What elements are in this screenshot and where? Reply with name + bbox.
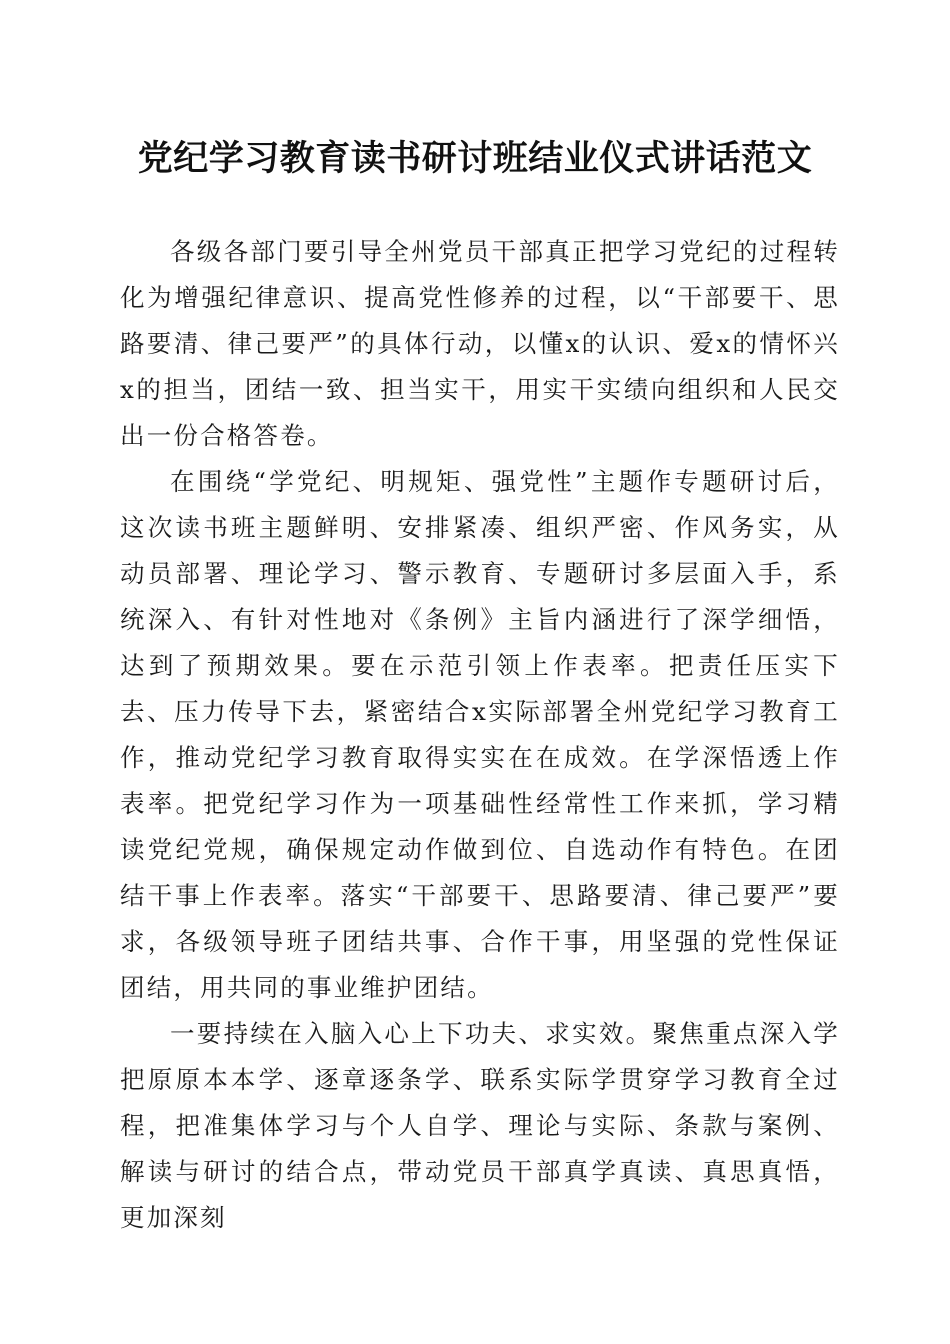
paragraph-3: 一要持续在入脑入心上下功夫、求实效。聚焦重点深入学把原原本本学、逐章逐条学、联系实际学贯穿学习教育全过程，把准集体学习与个人自学、理论与实际、条款与案例、解读与研讨的结合点，带动党员干部真学真读、真思真悟，更加深刻 bbox=[120, 1019, 840, 1232]
paragraph-2: 在围绕“学党纪、明规矩、强党性”主题作专题研讨后，这次读书班主题鲜明、安排紧凑、组织严密、作风务实，从动员部署、理论学习、警示教育、专题研讨多层面入手，系统深入、有针对性地对《条例》主旨内涵进行了深学细悟，达到了预期效果。要在示范引领上作表率。把责任压实下去、压力传导下去，紧密结合x实际部署全州党纪学习教育工作，推动党纪学习教育取得实实在在成效。在学深悟透上作表率。把党纪学习作为一项基础性经常性工作来抓，学习精读党纪党规，确保规定动作做到位、自选动作有特色。在团结干事上作表率。落实“干部要干、思路要清、律己要严”要求，各级领导班子团结共事、合作干事，用坚强的党性保证团结，用共同的事业维护团结。 bbox=[120, 467, 840, 1002]
paragraph-1: 各级各部门要引导全州党员干部真正把学习党纪的过程转化为增强纪律意识、提高党性修养的过程，以“干部要干、思路要清、律己要严”的具体行动，以懂x的认识、爱x的情怀兴x的担当，团结一致、担当实干，用实干实绩向组织和人民交出一份合格答卷。 bbox=[120, 237, 840, 450]
document-body bbox=[120, 229, 840, 1241]
document-title: 党纪学习教育读书研讨班结业仪式讲话范文 bbox=[137, 138, 813, 179]
